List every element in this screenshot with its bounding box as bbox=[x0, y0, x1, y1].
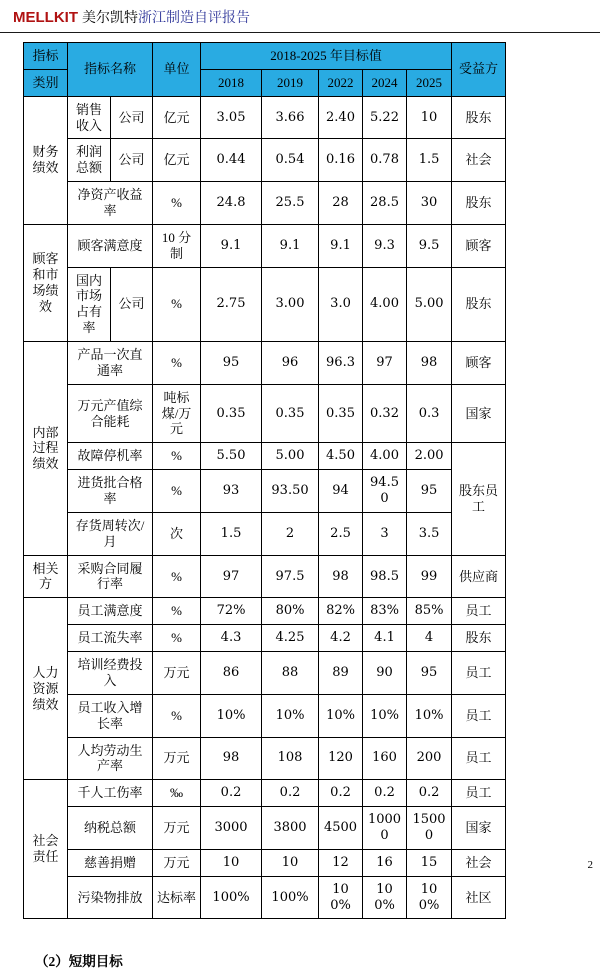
target-value-cell: 4.1 bbox=[363, 625, 407, 652]
target-value-cell: 85% bbox=[407, 598, 452, 625]
target-value-cell: 90 bbox=[363, 652, 407, 695]
beneficiary-cell: 顾客 bbox=[452, 342, 506, 385]
table-row bbox=[24, 267, 506, 341]
indicator-name-cell: 国内市场占有率 bbox=[68, 267, 111, 341]
indicator-name-cell: 人均劳动生产率 bbox=[68, 737, 153, 780]
target-value-cell: 25.5 bbox=[262, 182, 319, 225]
target-value-cell: 0.2 bbox=[319, 780, 363, 807]
table-row bbox=[24, 224, 506, 267]
indicator-name-cell: 员工满意度 bbox=[68, 598, 153, 625]
target-value-cell: 10% bbox=[262, 694, 319, 737]
beneficiary-cell: 社会 bbox=[452, 139, 506, 182]
beneficiary-cell: 员工 bbox=[452, 780, 506, 807]
target-value-cell: 0.2 bbox=[262, 780, 319, 807]
indicator-name-cell: 污染物排放 bbox=[68, 876, 153, 919]
target-value-cell: 1.5 bbox=[407, 139, 452, 182]
indicator-scope-cell: 公司 bbox=[111, 267, 153, 341]
target-value-cell: 5.00 bbox=[262, 443, 319, 470]
beneficiary-cell: 股东 bbox=[452, 182, 506, 225]
target-value-cell: 2.75 bbox=[201, 267, 262, 341]
target-value-cell: 10000 bbox=[363, 807, 407, 850]
target-value-cell: 95 bbox=[407, 470, 452, 513]
section-heading: （2）短期目标 bbox=[35, 954, 123, 970]
target-value-cell: 4 bbox=[407, 625, 452, 652]
table-header bbox=[24, 43, 506, 97]
target-value-cell: 82% bbox=[319, 598, 363, 625]
table-row bbox=[24, 139, 506, 182]
header-beneficiary: 受益方 bbox=[452, 43, 506, 97]
target-value-cell: 2.5 bbox=[319, 512, 363, 555]
indicator-name-cell: 千人工伤率 bbox=[68, 780, 153, 807]
target-value-cell: 10 bbox=[407, 96, 452, 139]
target-value-cell: 93 bbox=[201, 470, 262, 513]
category-cell: 社会责任 bbox=[24, 780, 68, 919]
target-value-cell: 94.50 bbox=[363, 470, 407, 513]
target-value-cell: 3.0 bbox=[319, 267, 363, 341]
target-value-cell: 10 bbox=[262, 849, 319, 876]
target-value-cell: 0.2 bbox=[201, 780, 262, 807]
indicator-name-cell: 采购合同履行率 bbox=[68, 555, 153, 598]
unit-cell: % bbox=[153, 267, 201, 341]
category-cell: 顾客和市场绩效 bbox=[24, 224, 68, 341]
target-value-cell: 28 bbox=[319, 182, 363, 225]
table-row bbox=[24, 694, 506, 737]
target-value-cell: 97 bbox=[363, 342, 407, 385]
report-title-name: 浙江制造自评报告 bbox=[138, 11, 250, 26]
target-value-cell: 3 bbox=[363, 512, 407, 555]
target-value-cell: 100% bbox=[262, 876, 319, 919]
target-value-cell: 200 bbox=[407, 737, 452, 780]
beneficiary-cell: 供应商 bbox=[452, 555, 506, 598]
header-target-range: 2018-2025 年目标值 bbox=[201, 43, 452, 70]
table-row bbox=[24, 780, 506, 807]
target-value-cell: 99 bbox=[407, 555, 452, 598]
target-value-cell: 10% bbox=[319, 694, 363, 737]
table-row bbox=[24, 443, 506, 470]
category-cell: 人力资源绩效 bbox=[24, 598, 68, 780]
unit-cell: ‰ bbox=[153, 780, 201, 807]
table-row bbox=[24, 470, 506, 513]
target-value-cell: 5.22 bbox=[363, 96, 407, 139]
indicator-name-cell: 万元产值综合能耗 bbox=[68, 384, 153, 443]
indicator-scope-cell: 公司 bbox=[111, 96, 153, 139]
beneficiary-cell: 社区 bbox=[452, 876, 506, 919]
indicator-name-cell: 员工流失率 bbox=[68, 625, 153, 652]
target-value-cell: 83% bbox=[363, 598, 407, 625]
target-value-cell: 15000 bbox=[407, 807, 452, 850]
beneficiary-cell: 国家 bbox=[452, 384, 506, 443]
page-number: 2 bbox=[587, 859, 593, 871]
target-value-cell: 93.50 bbox=[262, 470, 319, 513]
target-value-cell: 9.5 bbox=[407, 224, 452, 267]
target-value-cell: 4.25 bbox=[262, 625, 319, 652]
target-value-cell: 3.00 bbox=[262, 267, 319, 341]
beneficiary-cell: 顾客 bbox=[452, 224, 506, 267]
unit-cell: 吨标煤/万元 bbox=[153, 384, 201, 443]
target-value-cell: 88 bbox=[262, 652, 319, 695]
target-value-cell: 100% bbox=[363, 876, 407, 919]
target-value-cell: 95 bbox=[201, 342, 262, 385]
unit-cell: 亿元 bbox=[153, 139, 201, 182]
target-value-cell: 16 bbox=[363, 849, 407, 876]
indicator-name-cell: 利润总额 bbox=[68, 139, 111, 182]
unit-cell: 万元 bbox=[153, 652, 201, 695]
table-row bbox=[24, 737, 506, 780]
target-value-cell: 0.32 bbox=[363, 384, 407, 443]
target-value-cell: 10 bbox=[201, 849, 262, 876]
target-value-cell: 4.50 bbox=[319, 443, 363, 470]
header-year-2025: 2025 bbox=[407, 69, 452, 96]
unit-cell: 万元 bbox=[153, 849, 201, 876]
unit-cell: % bbox=[153, 470, 201, 513]
target-value-cell: 0.35 bbox=[262, 384, 319, 443]
category-cell: 相关方 bbox=[24, 555, 68, 598]
target-value-cell: 0.35 bbox=[319, 384, 363, 443]
target-value-cell: 10% bbox=[407, 694, 452, 737]
target-value-cell: 4.3 bbox=[201, 625, 262, 652]
unit-cell: 次 bbox=[153, 512, 201, 555]
target-value-cell: 108 bbox=[262, 737, 319, 780]
target-value-cell: 3.66 bbox=[262, 96, 319, 139]
company-logo: MELLKIT bbox=[13, 9, 78, 26]
target-value-cell: 96 bbox=[262, 342, 319, 385]
target-value-cell: 4.2 bbox=[319, 625, 363, 652]
target-value-cell: 97 bbox=[201, 555, 262, 598]
table-row bbox=[24, 96, 506, 139]
target-value-cell: 0.44 bbox=[201, 139, 262, 182]
beneficiary-cell: 国家 bbox=[452, 807, 506, 850]
indicator-name-cell: 进货批合格率 bbox=[68, 470, 153, 513]
beneficiary-cell: 股东 bbox=[452, 267, 506, 341]
target-value-cell: 86 bbox=[201, 652, 262, 695]
header-unit: 单位 bbox=[153, 43, 201, 97]
target-value-cell: 0.2 bbox=[363, 780, 407, 807]
targets-table bbox=[23, 42, 506, 919]
target-value-cell: 4.00 bbox=[363, 267, 407, 341]
target-value-cell: 12 bbox=[319, 849, 363, 876]
target-value-cell: 0.78 bbox=[363, 139, 407, 182]
beneficiary-cell: 股东 bbox=[452, 625, 506, 652]
beneficiary-cell: 员工 bbox=[452, 598, 506, 625]
target-value-cell: 1.5 bbox=[201, 512, 262, 555]
target-value-cell: 9.1 bbox=[262, 224, 319, 267]
indicator-name-cell: 纳税总额 bbox=[68, 807, 153, 850]
header-year-2024: 2024 bbox=[363, 69, 407, 96]
unit-cell: 达标率 bbox=[153, 876, 201, 919]
target-value-cell: 100% bbox=[201, 876, 262, 919]
table-row bbox=[24, 384, 506, 443]
target-value-cell: 5.00 bbox=[407, 267, 452, 341]
header-indicator-name: 指标名称 bbox=[68, 43, 153, 97]
target-value-cell: 0.2 bbox=[407, 780, 452, 807]
unit-cell: % bbox=[153, 182, 201, 225]
target-value-cell: 95 bbox=[407, 652, 452, 695]
table-row bbox=[24, 652, 506, 695]
target-value-cell: 2.40 bbox=[319, 96, 363, 139]
beneficiary-cell: 员工 bbox=[452, 694, 506, 737]
target-value-cell: 9.1 bbox=[201, 224, 262, 267]
table-row bbox=[24, 625, 506, 652]
target-value-cell: 160 bbox=[363, 737, 407, 780]
header-year-2022: 2022 bbox=[319, 69, 363, 96]
unit-cell: % bbox=[153, 694, 201, 737]
target-value-cell: 120 bbox=[319, 737, 363, 780]
target-value-cell: 0.3 bbox=[407, 384, 452, 443]
target-value-cell: 96.3 bbox=[319, 342, 363, 385]
target-value-cell: 5.50 bbox=[201, 443, 262, 470]
table-header-row-top bbox=[24, 43, 506, 70]
target-value-cell: 98 bbox=[407, 342, 452, 385]
target-value-cell: 3000 bbox=[201, 807, 262, 850]
table-row bbox=[24, 182, 506, 225]
indicator-table-body bbox=[24, 96, 506, 919]
table-row bbox=[24, 807, 506, 850]
target-value-cell: 3800 bbox=[262, 807, 319, 850]
header-category-bottom: 类别 bbox=[24, 69, 68, 96]
target-value-cell: 2.00 bbox=[407, 443, 452, 470]
target-value-cell: 80% bbox=[262, 598, 319, 625]
target-value-cell: 30 bbox=[407, 182, 452, 225]
indicator-name-cell: 产品一次直通率 bbox=[68, 342, 153, 385]
target-value-cell: 100% bbox=[407, 876, 452, 919]
target-value-cell: 0.16 bbox=[319, 139, 363, 182]
unit-cell: % bbox=[153, 598, 201, 625]
unit-cell: % bbox=[153, 555, 201, 598]
beneficiary-cell: 股东 bbox=[452, 96, 506, 139]
table-row bbox=[24, 512, 506, 555]
beneficiary-cell: 社会 bbox=[452, 849, 506, 876]
unit-cell: 万元 bbox=[153, 737, 201, 780]
indicator-name-cell: 存货周转次/月 bbox=[68, 512, 153, 555]
unit-cell: % bbox=[153, 342, 201, 385]
target-value-cell: 9.3 bbox=[363, 224, 407, 267]
target-value-cell: 10% bbox=[363, 694, 407, 737]
report-title-company: 美尔凯特 bbox=[82, 11, 138, 26]
target-value-cell: 72% bbox=[201, 598, 262, 625]
document-header bbox=[0, 0, 600, 33]
table-row bbox=[24, 555, 506, 598]
indicator-name-cell: 员工收入增长率 bbox=[68, 694, 153, 737]
table-row bbox=[24, 598, 506, 625]
indicator-name-cell: 净资产收益率 bbox=[68, 182, 153, 225]
target-value-cell: 4.00 bbox=[363, 443, 407, 470]
header-year-2018: 2018 bbox=[201, 69, 262, 96]
indicator-name-cell: 慈善捐赠 bbox=[68, 849, 153, 876]
unit-cell: % bbox=[153, 443, 201, 470]
indicator-name-cell: 销售收入 bbox=[68, 96, 111, 139]
beneficiary-cell: 股东员工 bbox=[452, 443, 506, 555]
category-cell: 内部过程绩效 bbox=[24, 342, 68, 556]
target-value-cell: 89 bbox=[319, 652, 363, 695]
table-row bbox=[24, 849, 506, 876]
header-category-top: 指标 bbox=[24, 43, 68, 70]
category-cell: 财务绩效 bbox=[24, 96, 68, 224]
target-value-cell: 98 bbox=[201, 737, 262, 780]
target-value-cell: 24.8 bbox=[201, 182, 262, 225]
unit-cell: % bbox=[153, 625, 201, 652]
beneficiary-cell: 员工 bbox=[452, 652, 506, 695]
unit-cell: 10 分制 bbox=[153, 224, 201, 267]
indicator-name-cell: 培训经费投入 bbox=[68, 652, 153, 695]
target-value-cell: 94 bbox=[319, 470, 363, 513]
table-row bbox=[24, 876, 506, 919]
target-value-cell: 10% bbox=[201, 694, 262, 737]
target-value-cell: 4500 bbox=[319, 807, 363, 850]
target-value-cell: 2 bbox=[262, 512, 319, 555]
target-value-cell: 98.5 bbox=[363, 555, 407, 598]
target-value-cell: 28.5 bbox=[363, 182, 407, 225]
target-value-cell: 98 bbox=[319, 555, 363, 598]
table-row bbox=[24, 342, 506, 385]
indicator-scope-cell: 公司 bbox=[111, 139, 153, 182]
target-value-cell: 3.5 bbox=[407, 512, 452, 555]
target-value-cell: 97.5 bbox=[262, 555, 319, 598]
beneficiary-cell: 员工 bbox=[452, 737, 506, 780]
target-value-cell: 9.1 bbox=[319, 224, 363, 267]
indicator-name-cell: 顾客满意度 bbox=[68, 224, 153, 267]
header-year-2019: 2019 bbox=[262, 69, 319, 96]
unit-cell: 万元 bbox=[153, 807, 201, 850]
target-value-cell: 3.05 bbox=[201, 96, 262, 139]
target-value-cell: 100% bbox=[319, 876, 363, 919]
target-value-cell: 0.35 bbox=[201, 384, 262, 443]
indicator-name-cell: 故障停机率 bbox=[68, 443, 153, 470]
target-value-cell: 15 bbox=[407, 849, 452, 876]
target-value-cell: 0.54 bbox=[262, 139, 319, 182]
unit-cell: 亿元 bbox=[153, 96, 201, 139]
